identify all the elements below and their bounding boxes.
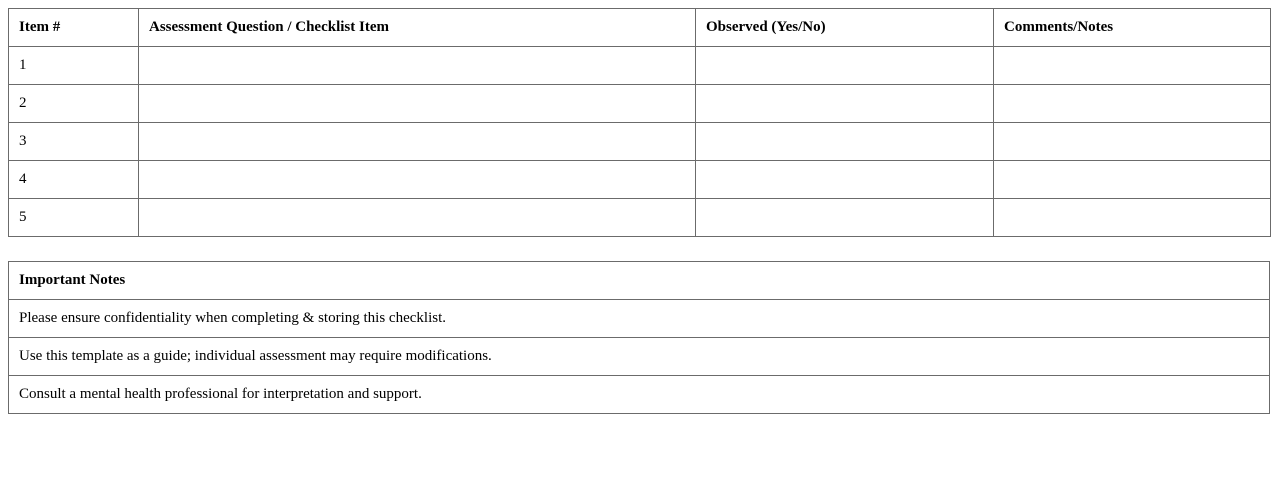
question-cell[interactable]	[139, 199, 696, 237]
question-cell[interactable]	[139, 47, 696, 85]
note-text: Use this template as a guide; individual assessment may require modifications.	[9, 338, 1270, 376]
header-comments: Comments/Notes	[994, 9, 1271, 47]
comments-cell[interactable]	[994, 161, 1271, 199]
observed-cell[interactable]	[696, 161, 994, 199]
item-number-cell: 5	[9, 199, 139, 237]
item-number-cell: 1	[9, 47, 139, 85]
table-row	[9, 123, 1271, 161]
checklist-header-row	[9, 9, 1271, 47]
important-notes-title: Important Notes	[9, 262, 1270, 300]
header-assessment-question: Assessment Question / Checklist Item	[139, 9, 696, 47]
item-number-cell: 3	[9, 123, 139, 161]
note-text: Consult a mental health professional for interpretation and support.	[9, 376, 1270, 414]
table-row	[9, 85, 1271, 123]
comments-cell[interactable]	[994, 85, 1271, 123]
question-cell[interactable]	[139, 123, 696, 161]
header-observed: Observed (Yes/No)	[696, 9, 994, 47]
comments-cell[interactable]	[994, 199, 1271, 237]
question-cell[interactable]	[139, 85, 696, 123]
table-row	[9, 47, 1271, 85]
item-number-cell: 4	[9, 161, 139, 199]
note-row	[9, 300, 1270, 338]
observed-cell[interactable]	[696, 47, 994, 85]
checklist-table	[8, 8, 1271, 237]
important-notes-table	[8, 261, 1270, 414]
comments-cell[interactable]	[994, 123, 1271, 161]
table-row	[9, 199, 1271, 237]
notes-header-row	[9, 262, 1270, 300]
table-row	[9, 161, 1271, 199]
observed-cell[interactable]	[696, 85, 994, 123]
note-text: Please ensure confidentiality when completing & storing this checklist.	[9, 300, 1270, 338]
note-row	[9, 338, 1270, 376]
observed-cell[interactable]	[696, 199, 994, 237]
header-item-number: Item #	[9, 9, 139, 47]
question-cell[interactable]	[139, 161, 696, 199]
item-number-cell: 2	[9, 85, 139, 123]
observed-cell[interactable]	[696, 123, 994, 161]
comments-cell[interactable]	[994, 47, 1271, 85]
note-row	[9, 376, 1270, 414]
